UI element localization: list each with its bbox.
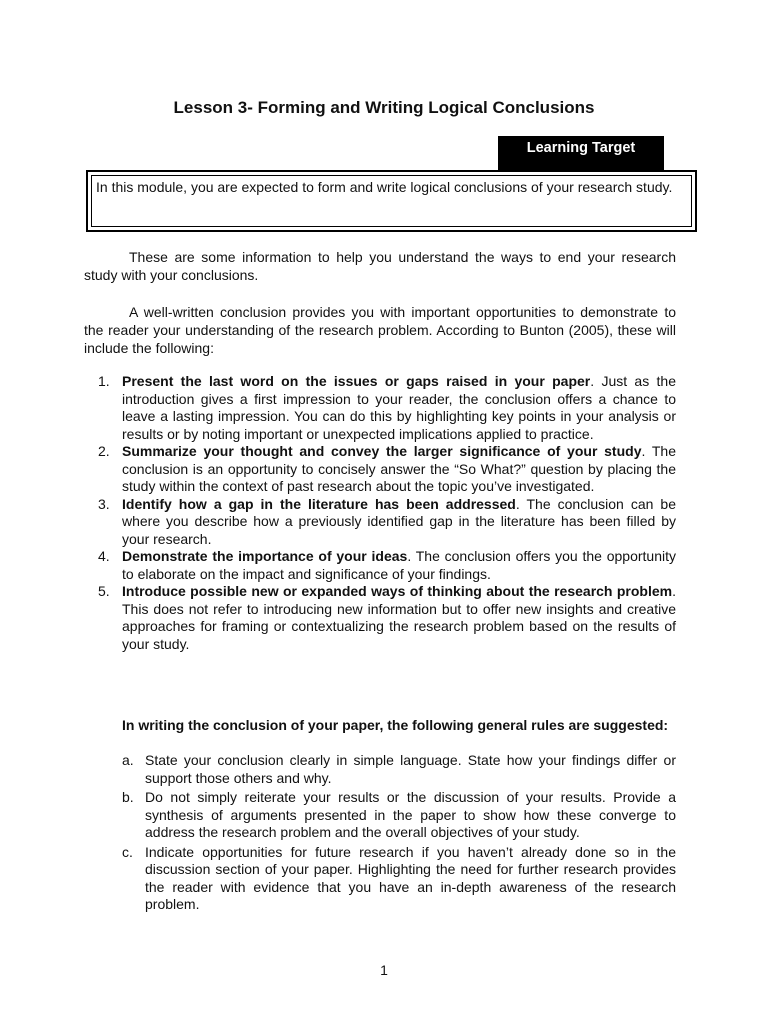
list-item-number: 4. [98, 548, 110, 564]
rule-text: State your conclusion clearly in simple language. State how your findings differ or support those others and why. [145, 752, 676, 786]
list-item-number: 2. [98, 443, 110, 459]
list-item-number: 3. [98, 495, 110, 512]
list-item-text: . Just as the introduction gives a first impression to your reader, the conclusion offers a chance to leave a lasting impression. You can do this by highlighting key points in your analysis or results or by noting important or unexpected implications applied to practice. [122, 373, 676, 442]
list-item-text: . The conclusion offers you the opportunity to elaborate on the impact and significance of your findings. [122, 548, 676, 582]
rules-heading: In writing the conclusion of your paper, the following general rules are suggested: [122, 717, 669, 733]
list-item-heading: Summarize your thought and convey the larger significance of your study [122, 443, 642, 459]
list-item-heading: Identify how a gap in the literature has been addressed [122, 495, 516, 512]
rule-item [122, 789, 676, 842]
rule-letter: b. [122, 789, 134, 805]
list-item [84, 443, 676, 496]
rule-item [122, 844, 676, 914]
list-item [84, 548, 676, 583]
list-item [84, 583, 676, 653]
learning-target-box [86, 170, 697, 232]
intro-paragraph [84, 248, 676, 284]
second-paragraph-text: A well-written conclusion provides you with important opportunities to demonstrate to the reader your understanding of the research problem. According to Bunton (2005), these will include the following: [84, 304, 676, 356]
list-item-number: 5. [98, 583, 110, 599]
learning-target-label: Learning Target [498, 136, 664, 170]
rule-letter: c. [122, 843, 133, 860]
second-paragraph [84, 303, 676, 357]
rules-list [122, 752, 676, 916]
rule-item [122, 752, 676, 787]
page-title: Lesson 3- Forming and Writing Logical Conclusions [173, 98, 595, 117]
list-item-text: . The conclusion can be where you describe how a previously identified gap in the literature has been filled by your research. [122, 495, 676, 547]
rule-text: Indicate opportunities for future research if you haven’t already done so in the discussion section of your paper. Highlighting the need for further research provides the reader with evidence that you have an in-depth awareness of the research problem. [145, 843, 676, 912]
list-item [84, 496, 676, 549]
list-item-heading: Demonstrate the importance of your ideas [122, 548, 408, 564]
rule-text: Do not simply reiterate your results or the discussion of your results. Provide a synthesis of arguments presented in the paper to show how these converge to address the research problem and the overall objectives of your study. [145, 789, 676, 840]
list-item-heading: Introduce possible new or expanded ways of thinking about the research problem [122, 583, 673, 599]
rule-letter: a. [122, 752, 134, 768]
conclusion-points-list [84, 373, 676, 653]
list-item [84, 373, 676, 443]
list-item-number: 1. [98, 373, 110, 389]
learning-target-text: In this module, you are expected to form and write logical conclusions of your research study. [91, 175, 692, 227]
page-number: 1 [380, 962, 388, 978]
list-item-text: . This does not refer to introducing new information but to offer new insights and creative approaches for framing or contextualizing the research problem based on the results of your study. [122, 583, 676, 652]
list-item-text: . The conclusion is an opportunity to concisely answer the “So What?” question by placing the study within the context of past research about the topic you’ve investigated. [122, 443, 676, 494]
intro-paragraph-text: These are some information to help you understand the ways to end your research study with your conclusions. [84, 249, 676, 283]
list-item-heading: Present the last word on the issues or gaps raised in your paper [122, 373, 591, 389]
